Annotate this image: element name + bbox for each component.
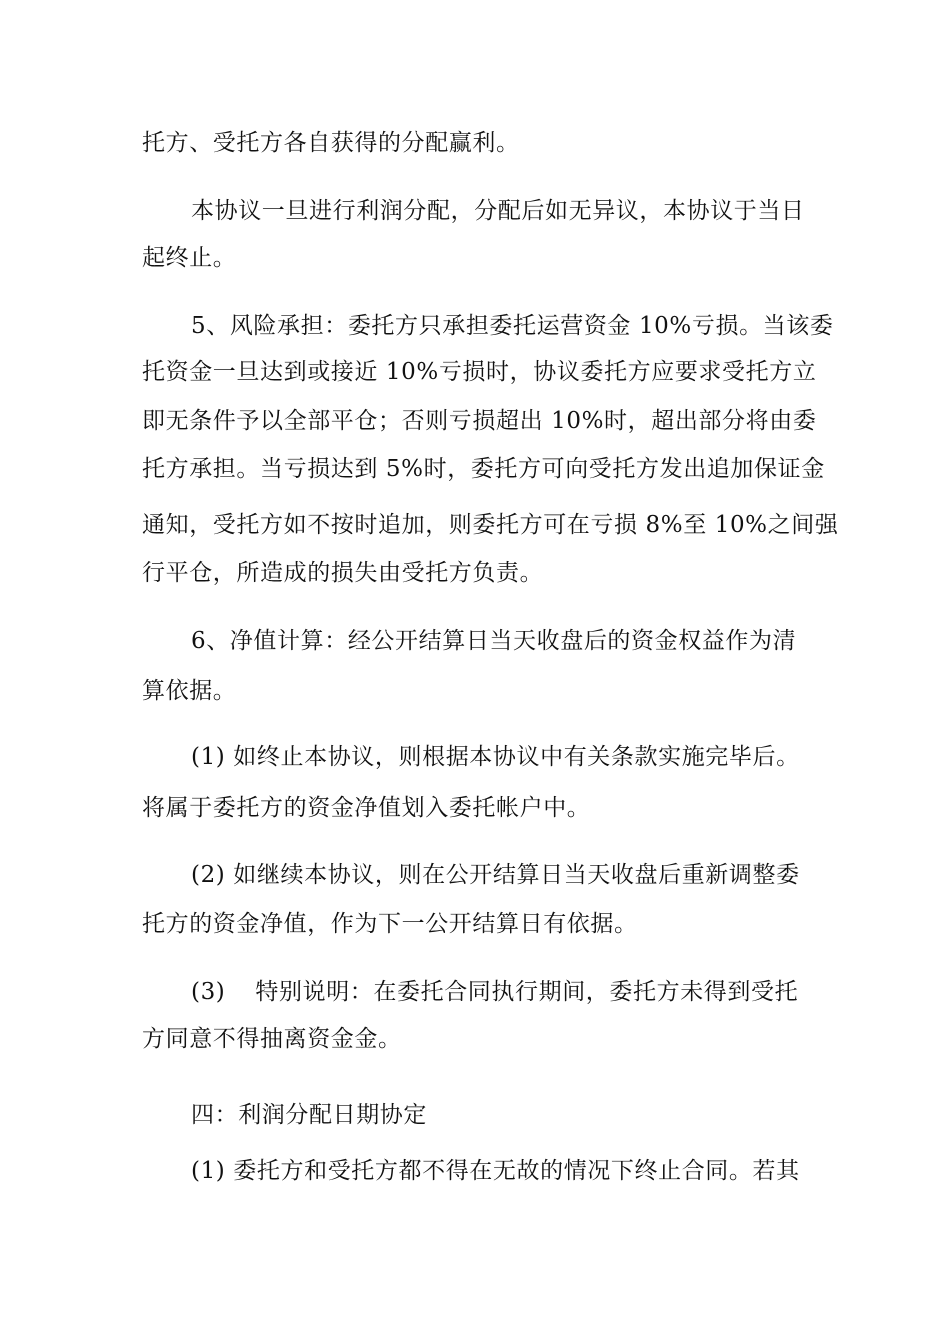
text-line: 托方的资金净值，作为下一公开结算日有依据。 — [142, 911, 638, 937]
text-line: 将属于委托方的资金净值划入委托帐户中。 — [142, 795, 591, 821]
text-line: 托资金一旦达到或接近 10%亏损时，协议委托方应要求受托方立 — [142, 359, 817, 385]
text-line: 托方承担。当亏损达到 5%时，委托方可向受托方发出追加保证金 — [142, 456, 825, 482]
text-line: 5、风险承担：委托方只承担委托运营资金 10%亏损。当该委 — [191, 313, 834, 339]
text-line: 算依据。 — [142, 678, 237, 704]
text-line: 通知，受托方如不按时追加，则委托方可在亏损 8%至 10%之间强 — [142, 512, 839, 538]
text-line: (2) 如继续本协议，则在公开结算日当天收盘后重新调整委 — [191, 862, 800, 888]
text-line: 方同意不得抽离资金金。 — [142, 1026, 402, 1052]
section-heading: 四：利润分配日期协定 — [191, 1102, 427, 1128]
item-text: 特别说明：在委托合同执行期间，委托方未得到受托 — [255, 979, 799, 1005]
text-line: (1) 委托方和受托方都不得在无故的情况下终止合同。若其 — [191, 1158, 800, 1184]
text-line: 托方、受托方各自获得的分配赢利。 — [142, 130, 520, 156]
text-line: 本协议一旦进行利润分配，分配后如无异议，本协议于当日 — [191, 198, 805, 224]
text-line — [191, 977, 798, 1007]
item-number: (3) — [191, 979, 226, 1005]
text-line: 6、净值计算：经公开结算日当天收盘后的资金权益作为清 — [191, 628, 797, 654]
text-line: 行平仓，所造成的损失由受托方负责。 — [142, 560, 544, 586]
text-line: (1) 如终止本协议，则根据本协议中有关条款实施完毕后。 — [191, 744, 800, 770]
text-line: 起终止。 — [142, 245, 237, 271]
text-line: 即无条件予以全部平仓；否则亏损超出 10%时，超出部分将由委 — [142, 408, 817, 434]
